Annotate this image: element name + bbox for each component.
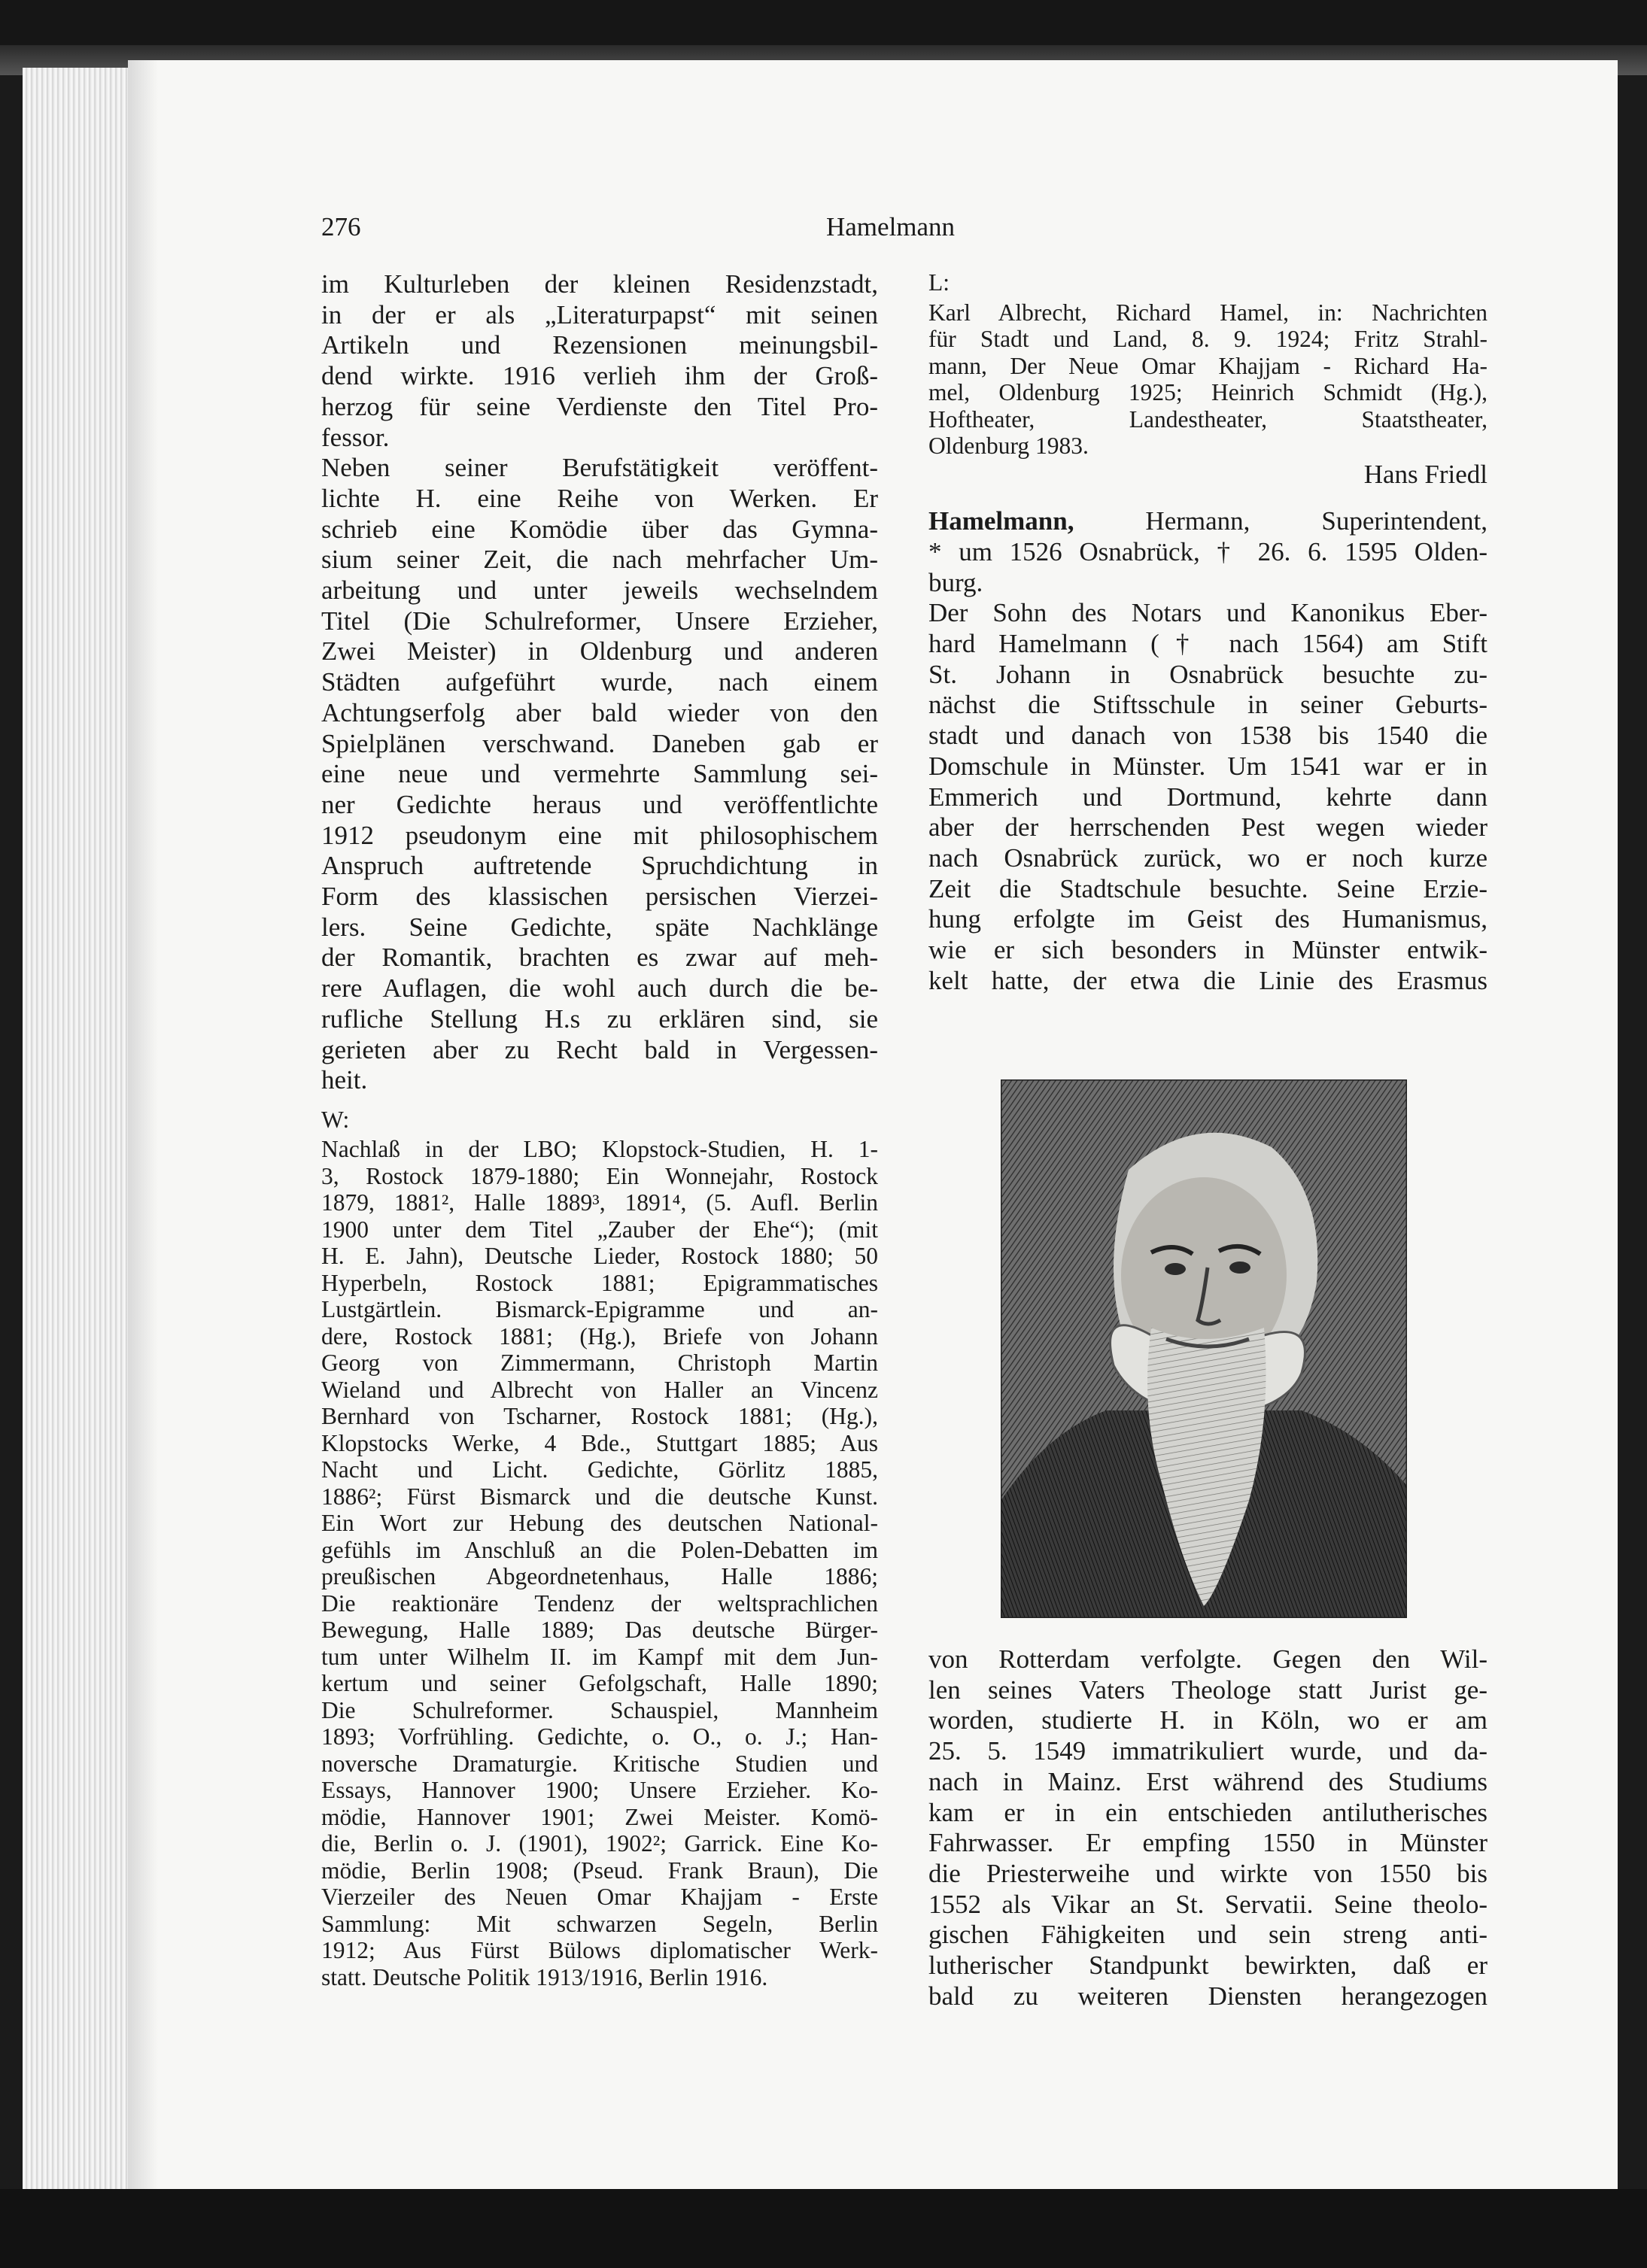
text-line: Titel (Die Schulreformer, Unsere Erzieher, <box>321 606 878 636</box>
text-line: rufliche Stellung H.s zu erklären sind, sie <box>321 1003 878 1034</box>
right-column-top <box>928 269 1487 996</box>
left-paragraph-2 <box>321 453 878 1096</box>
works-line: Hyperbeln, Rostock 1881; Epigrammatisches <box>321 1269 878 1296</box>
entry-heading <box>928 506 1487 598</box>
text-line: in der er als „Literaturpapst“ mit seinen <box>321 299 878 329</box>
text-line: nach Osnabrück zurück, wo er noch kurze <box>928 843 1487 873</box>
literature-label: L: <box>928 269 950 296</box>
text-line: nach in Mainz. Erst während des Studiums <box>928 1766 1487 1796</box>
works-line: gefühls im Anschluß an die Polen-Debatten im <box>321 1536 878 1563</box>
text-line: Neben seiner Berufstätigkeit veröffent- <box>321 453 878 483</box>
works-line: Essays, Hannover 1900; Unsere Erzieher. Ko- <box>321 1777 878 1804</box>
works-line: Ein Wort zur Hebung des deutschen National- <box>321 1510 878 1537</box>
text-line: 1912 pseudonym eine mit philosophischem <box>321 820 878 850</box>
entry-head-line: * um 1526 Osnabrück, † 26. 6. 1595 Olden- <box>928 536 1487 566</box>
text-line: Emmerich und Dortmund, kehrte dann <box>928 782 1487 812</box>
text-line: len seines Vaters Theologe statt Jurist ge- <box>928 1674 1487 1705</box>
text-line: Städten aufgeführt wurde, nach einem <box>321 667 878 697</box>
works-line: mödie, Hannover 1901; Zwei Meister. Komö- <box>321 1803 878 1830</box>
text-line: bald zu weiteren Diensten herangezogen <box>928 1981 1487 2011</box>
works-line: Nachlaß in der LBO; Klopstock-Studien, H. 1- <box>321 1136 878 1163</box>
text-line: lutherischer Standpunkt bewirkten, daß er <box>928 1951 1487 1981</box>
text-line: Anspruch auftretende Spruchdichtung in <box>321 851 878 881</box>
right-column-bottom <box>928 1644 1487 2011</box>
text-line: Spielplänen verschwand. Daneben gab er <box>321 728 878 758</box>
text-line: arbeitung und unter jeweils wechselndem <box>321 575 878 606</box>
works-line: Bernhard von Tscharner, Rostock 1881; (Hg.), <box>321 1403 878 1430</box>
text-line: fessor. <box>321 422 390 452</box>
text-line: Form des klassischen persischen Vierzei- <box>321 882 878 912</box>
page-number: 276 <box>321 212 361 241</box>
works-line: tum unter Wilhelm II. im Kampf mit dem Jun- <box>321 1643 878 1670</box>
works-line: Georg von Zimmermann, Christoph Martin <box>321 1350 878 1377</box>
works-line: 1879, 1881², Halle 1889³, 1891⁴, (5. Aufl. Berlin <box>321 1189 878 1216</box>
works-line: mödie, Berlin 1908; (Pseud. Frank Braun), Die <box>321 1857 878 1884</box>
works-label: W: <box>321 1106 350 1133</box>
right-paragraph-1-continued <box>928 1644 1487 2011</box>
text-line: im Kulturleben der kleinen Residenzstadt, <box>321 269 878 299</box>
text-line: schrieb eine Komödie über das Gymna- <box>321 514 878 544</box>
works-line: preußischen Abgeordnetenhaus, Halle 1886; <box>321 1563 878 1590</box>
text-line: Artikeln und Rezensionen meinungsbil- <box>321 330 878 360</box>
literature-line: mel, Oldenburg 1925; Heinrich Schmidt (Hg.), <box>928 379 1487 405</box>
text-line: 25. 5. 1549 immatrikuliert wurde, und da- <box>928 1736 1487 1766</box>
portrait-engraving <box>1001 1079 1407 1618</box>
text-line: Achtungserfolg aber bald wieder von den <box>321 697 878 727</box>
text-line: von Rotterdam verfolgte. Gegen den Wil- <box>928 1644 1487 1674</box>
text-line: sium seiner Zeit, die nach mehrfacher Um- <box>321 545 878 575</box>
text-line: lers. Seine Gedichte, späte Nachklänge <box>321 912 878 942</box>
entry-head-line: burg. <box>928 567 983 597</box>
works-line: 3, Rostock 1879-1880; Ein Wonnejahr, Rostock <box>321 1162 878 1189</box>
entry-head-text: Hermann, Superintendent, <box>1074 506 1487 536</box>
literature-list <box>928 299 1487 460</box>
text-line: kelt hatte, der etwa die Linie des Erasmus <box>928 965 1487 995</box>
text-line: Zeit die Stadtschule besuchte. Seine Erzie- <box>928 873 1487 903</box>
text-line: der Romantik, brachten es zwar auf meh- <box>321 943 878 973</box>
text-line: ner Gedichte heraus und veröffentlichte <box>321 789 878 819</box>
entry-head-line <box>928 506 1487 537</box>
works-line: Wieland und Albrecht von Haller an Vincenz <box>321 1376 878 1403</box>
literature-line: Oldenburg 1983. <box>928 433 1089 459</box>
right-paragraph-1 <box>928 598 1487 996</box>
text-line: die Priesterweihe und wirkte von 1550 bis <box>928 1858 1487 1888</box>
entry-lemma: Hamelmann, <box>928 506 1074 536</box>
text-line: rere Auflagen, die wohl auch durch die be- <box>321 973 878 1003</box>
text-line: Domschule in Münster. Um 1541 war er in <box>928 751 1487 781</box>
text-line: Fahrwasser. Er empfing 1550 in Münster <box>928 1828 1487 1858</box>
works-line: Bewegung, Halle 1889; Das deutsche Bürger- <box>321 1617 878 1644</box>
text-line: 1552 als Vikar an St. Servatii. Seine theolo- <box>928 1889 1487 1919</box>
works-line: die, Berlin o. J. (1901), 1902²; Garrick. Eine Ko- <box>321 1830 878 1857</box>
works-line: Sammlung: Mit schwarzen Segeln, Berlin <box>321 1910 878 1937</box>
text-line: hard Hamelmann († nach 1564) am Stift <box>928 629 1487 659</box>
text-line: gerieten aber zu Recht bald in Vergessen- <box>321 1034 878 1064</box>
works-line: dere, Rostock 1881; (Hg.), Briefe von Johann <box>321 1322 878 1350</box>
text-line: worden, studierte H. in Köln, wo er am <box>928 1705 1487 1735</box>
left-column <box>321 269 878 1990</box>
text-line: heit. <box>321 1065 368 1095</box>
text-line: hung erfolgte im Geist des Humanismus, <box>928 904 1487 934</box>
text-line: nächst die Stiftsschule in seiner Geburts- <box>928 690 1487 720</box>
text-line: herzog für seine Verdienste den Titel Pro- <box>321 391 878 421</box>
works-line: Lustgärtlein. Bismarck-Epigramme und an- <box>321 1296 878 1323</box>
left-paragraph-1 <box>321 269 878 453</box>
background-bottom <box>0 2189 1647 2268</box>
works-line: statt. Deutsche Politik 1913/1916, Berlin 1916. <box>321 1963 768 1990</box>
text-line: St. Johann in Osnabrück besuchte zu- <box>928 659 1487 689</box>
works-line: Nacht und Licht. Gedichte, Görlitz 1885, <box>321 1456 878 1483</box>
works-line: H. E. Jahn), Deutsche Lieder, Rostock 1880; 50 <box>321 1243 878 1270</box>
works-line: Die reaktionäre Tendenz der weltsprachlichen <box>321 1589 878 1617</box>
works-line: 1886²; Fürst Bismarck und die deutsche Kunst. <box>321 1483 878 1510</box>
author-signature: Hans Friedl <box>1363 459 1487 489</box>
literature-line: für Stadt und Land, 8. 9. 1924; Fritz Strahl- <box>928 326 1487 352</box>
works-line: 1900 unter dem Titel „Zauber der Ehe“); (mit <box>321 1216 878 1243</box>
literature-line: Karl Albrecht, Richard Hamel, in: Nachrichten <box>928 299 1487 326</box>
text-line: dend wirkte. 1916 verlieh ihm der Groß- <box>321 361 878 391</box>
works-line: noversche Dramaturgie. Kritische Studien und <box>321 1750 878 1777</box>
text-line: Der Sohn des Notars und Kanonikus Eber- <box>928 598 1487 628</box>
portrait-right-eye <box>1229 1262 1250 1274</box>
works-line: Die Schulreformer. Schauspiel, Mannheim <box>321 1696 878 1723</box>
works-line: kertum und seiner Gefolgschaft, Halle 1890; <box>321 1670 878 1697</box>
works-line: 1893; Vorfrühling. Gedichte, o. O., o. J.; Han- <box>321 1723 878 1750</box>
text-line: Zwei Meister) in Oldenburg und anderen <box>321 636 878 666</box>
works-line: Vierzeiler des Neuen Omar Khajjam - Erste <box>321 1884 878 1911</box>
text-line: eine neue und vermehrte Sammlung sei- <box>321 759 878 789</box>
works-line: 1912; Aus Fürst Bülows diplomatischer Werk- <box>321 1937 878 1964</box>
text-line: stadt und danach von 1538 bis 1540 die <box>928 721 1487 751</box>
text-line: wie er sich besonders in Münster entwik- <box>928 935 1487 965</box>
text-line: kam er in ein entschieden antilutherisches <box>928 1797 1487 1827</box>
works-line: Klopstocks Werke, 4 Bde., Stuttgart 1885; Aus <box>321 1429 878 1456</box>
text-line: aber der herrschenden Pest wegen wieder <box>928 812 1487 843</box>
text-line: gischen Fähigkeiten und sein streng anti- <box>928 1920 1487 1950</box>
literature-line: mann, Der Neue Omar Khajjam - Richard Ha- <box>928 352 1487 379</box>
works-list <box>321 1136 878 1990</box>
running-title: Hamelmann <box>826 212 956 241</box>
text-line: lichte H. eine Reihe von Werken. Er <box>321 483 878 513</box>
portrait-left-eye <box>1165 1263 1186 1275</box>
literature-line: Hoftheater, Landestheater, Staatstheater, <box>928 405 1487 433</box>
